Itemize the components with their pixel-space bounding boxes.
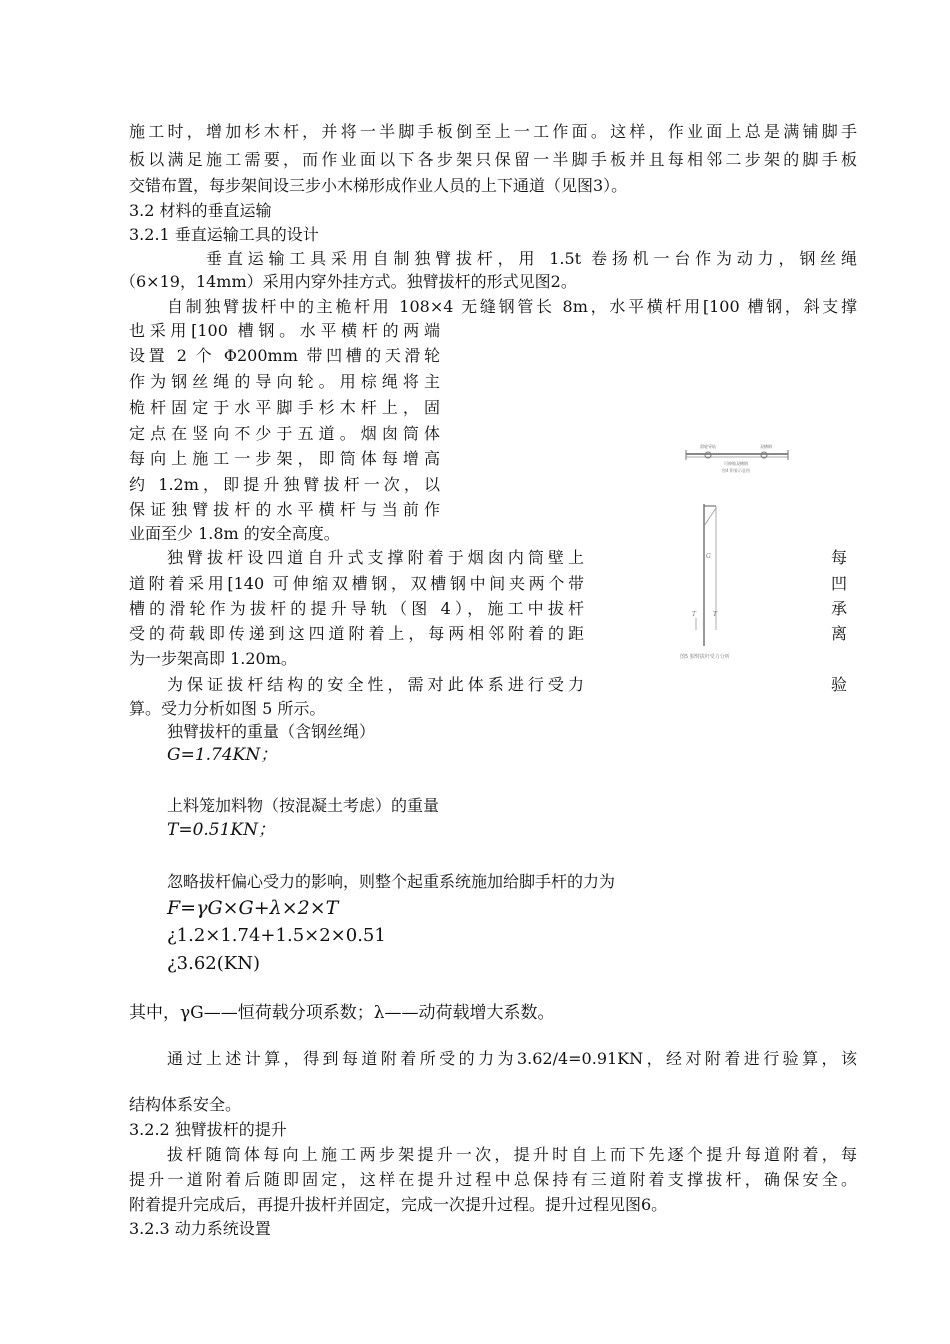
- text-line: 附着提升完成后，再提升拔杆并固定，完成一次提升过程。提升过程见图6。: [129, 1195, 668, 1214]
- equation: G=1.74KN；: [167, 745, 278, 765]
- text-line: 桅杆固定于水平脚手杉木杆上，固: [129, 398, 440, 417]
- text-line: 作为钢丝绳的导向轮。用棕绳将主: [129, 372, 440, 391]
- figure-label: 双槽钢: [760, 444, 772, 449]
- text-line: 自制独臂拔杆中的主桅杆用 108×4 无缝钢管长 8m，水平横杆用[100 槽钢，斜支撑: [167, 297, 857, 316]
- text-line: 槽的滑轮作为拔杆的提升导轨（图 4），施工中拔杆: [129, 599, 584, 618]
- text-char: 验: [831, 675, 848, 694]
- figure-mast-force-analysis: [672, 496, 752, 666]
- text-line: 施工时，增加杉木杆，并将一半脚手板倒至上一工作面。这样，作业面上总是满铺脚手: [129, 122, 857, 141]
- equation: ¿1.2×1.74+1.5×2×0.51: [167, 925, 386, 946]
- text-line: 受的荷载即传递到这四道附着上，每两相邻附着的距: [129, 624, 584, 643]
- text-line: 结构体系安全。: [129, 1095, 242, 1114]
- text-line: 算。受力分析如图 5 所示。: [129, 699, 326, 718]
- text-line: 保证独臂拔杆的水平横杆与当前作: [129, 500, 440, 519]
- equation: T=0.51KN；: [167, 820, 276, 840]
- equation: F=γG×G+λ×2×T: [167, 897, 339, 919]
- section-heading: 3.2.2 独臂拔杆的提升: [129, 1120, 287, 1139]
- text-line: 其中，γG——恒荷载分项系数；λ——动荷载增大系数。: [129, 1003, 555, 1023]
- figure-label: 可伸缩双槽钢: [724, 461, 748, 466]
- text-line: （6×19，14mm）采用内穿外挂方式。独臂拔杆的形式见图2。: [120, 272, 577, 291]
- text-line: 上料笼加料物（按混凝土考虑）的重量: [167, 796, 440, 815]
- text-line: 也采用[100 槽钢。水平横杆的两端: [129, 321, 440, 340]
- figure-label: T: [692, 611, 697, 618]
- text-line: 约 1.2m，即提升独臂拔杆一次，以: [129, 475, 440, 494]
- text-line: 为一步架高即 1.20m。: [129, 649, 297, 668]
- text-line: 板以满足施工需要，而作业面以下各步架只保留一半脚手板并且每相邻二步架的脚手板: [129, 150, 857, 169]
- text-line: 拔杆随筒体每向上施工两步架提升一次，提升时自上而下先逐个提升每道附着，每: [167, 1145, 857, 1164]
- text-line: 提升一道附着后随即固定，这样在提升过程中总保持有三道附着支撑拔杆，确保安全。: [129, 1170, 857, 1189]
- text-line: 垂直运输工具采用自制独臂拔杆，用 1.5t 卷扬机一台作为动力，钢丝绳: [206, 249, 857, 268]
- figure-attachment-diagram: [678, 440, 796, 474]
- section-heading: 3.2.1 垂直运输工具的设计: [129, 225, 319, 244]
- text-line: 独臂拔杆设四道自升式支撑附着于烟囱内筒壁上: [167, 548, 584, 567]
- figure-label: 滑轮导轨: [700, 444, 716, 449]
- text-char: 每: [831, 548, 848, 567]
- text-line: 交错布置，每步架间设三步小木梯形成作业人员的上下通道（见图3）。: [129, 176, 628, 195]
- figure-label: T: [713, 611, 718, 618]
- section-heading: 3.2.3 动力系统设置: [129, 1219, 271, 1238]
- text-line: 每向上施工一步架，即筒体每增高: [129, 449, 440, 468]
- text-char: 离: [831, 624, 848, 643]
- equation: ¿3.62(KN): [167, 953, 260, 974]
- figure-caption: 图5 独臂拔杆受力分析: [680, 654, 730, 660]
- text-line: 定点在竖向不少于五道。烟囱筒体: [129, 424, 440, 443]
- text-line: 忽略拔杆偏心受力的影响，则整个起重系统施加给脚手杆的力为: [167, 872, 616, 891]
- text-line: 业面至少 1.8m 的安全高度。: [129, 524, 340, 543]
- text-char: 承: [831, 599, 848, 618]
- text-line: 设置 2 个 Φ200mm 带凹槽的天滑轮: [129, 346, 440, 365]
- text-line: 为保证拔杆结构的安全性，需对此体系进行受力: [167, 675, 584, 694]
- text-char: 凹: [831, 574, 848, 593]
- figure-caption: 图4 附着示意图: [722, 468, 750, 473]
- text-line: 通过上述计算，得到每道附着所受的力为3.62/4=0.91KN，经对附着进行验算，该: [167, 1049, 857, 1068]
- section-heading: 3.2 材料的垂直运输: [129, 201, 272, 220]
- text-line: 独臂拔杆的重量（含钢丝绳）: [167, 722, 376, 741]
- text-line: 道附着采用[140 可伸缩双槽钢，双槽钢中间夹两个带: [129, 574, 584, 593]
- figure-label: G: [706, 553, 711, 560]
